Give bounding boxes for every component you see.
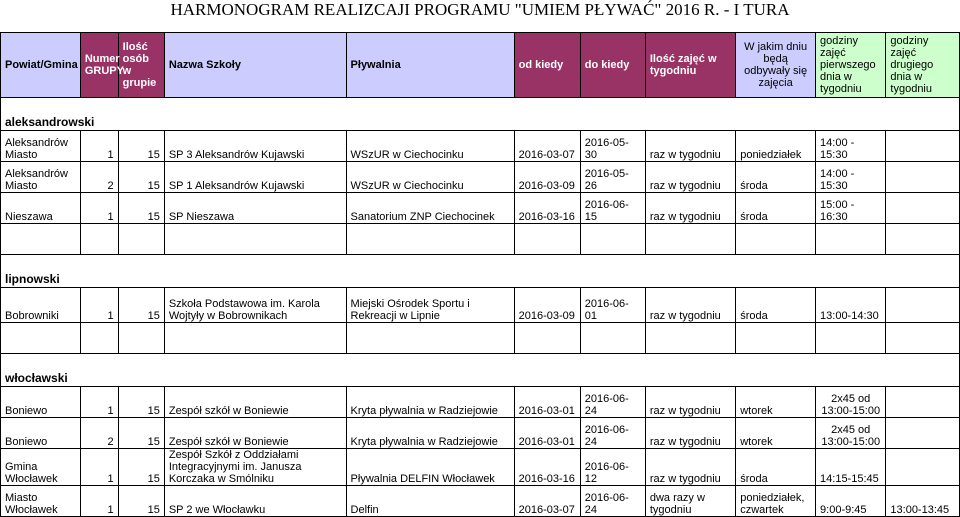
cell-osob: 15 (118, 288, 164, 323)
cell-do: 2016-06-24 (580, 387, 645, 418)
cell-gmina: Boniewo (1, 418, 81, 449)
cell-gmina: Nieszawa (1, 193, 81, 224)
section-label: aleksandrowski (1, 98, 960, 131)
table-row (1, 449, 960, 486)
cell-ile: raz w tygodniu (645, 131, 735, 162)
cell-osob: 15 (118, 193, 164, 224)
cell-ile: raz w tygodniu (645, 449, 735, 486)
header-row (1, 33, 960, 98)
cell-szkola: SP 3 Aleksandrów Kujawski (164, 131, 346, 162)
cell-do: 2016-06-15 (580, 193, 645, 224)
table-row (1, 418, 960, 449)
cell-gmina: Bobrowniki (1, 288, 81, 323)
header-od-kiedy: od kiedy (514, 33, 580, 98)
cell-ile: raz w tygodniu (645, 288, 735, 323)
cell-dzien: środa (736, 193, 816, 224)
cell-dzien: poniedziałek, czwartek (736, 486, 816, 517)
cell-nr: 2 (80, 418, 118, 449)
cell-g1: 15:00 - 16:30 (816, 193, 886, 224)
blank-row (1, 323, 960, 354)
cell-do: 2016-05-30 (580, 131, 645, 162)
document-title: HARMONOGRAM REALIZCAJI PROGRAMU "UMIEM PŁYWAĆ" 2016 R. - I TURA (170, 0, 790, 19)
table-row (1, 387, 960, 418)
cell-g2: 13:00-13:45 (886, 486, 960, 517)
cell-ile: raz w tygodniu (645, 193, 735, 224)
section-row (1, 255, 960, 288)
cell-ile: raz w tygodniu (645, 418, 735, 449)
cell-do: 2016-06-12 (580, 449, 645, 486)
cell-plywalnia: Miejski Ośrodek Sportu i Rekreacji w Lipnie (346, 288, 514, 323)
cell-nr: 1 (80, 193, 118, 224)
cell-gmina: Aleksandrów Miasto (1, 162, 81, 193)
table-row (1, 193, 960, 224)
cell-gmina: Boniewo (1, 387, 81, 418)
cell-osob: 15 (118, 162, 164, 193)
header-godz1: godziny zajęć pierwszego dnia w tygodniu (816, 33, 886, 98)
cell-plywalnia: Pływalnia DELFIN Włocławek (346, 449, 514, 486)
cell-od: 2016-03-16 (514, 193, 580, 224)
cell-szkola: SP 2 we Włocławku (164, 486, 346, 517)
cell-dzien: środa (736, 449, 816, 486)
cell-osob: 15 (118, 418, 164, 449)
cell-od: 2016-03-01 (514, 387, 580, 418)
cell-osob: 15 (118, 449, 164, 486)
cell-g1: 2x45 od 13:00-15:00 (816, 387, 886, 418)
cell-szkola: SP Nieszawa (164, 193, 346, 224)
cell-g2 (886, 418, 960, 449)
cell-gmina: Gmina Włocławek (1, 449, 81, 486)
cell-szkola: Zespół szkół w Boniewie (164, 418, 346, 449)
cell-g1: 14:15-15:45 (816, 449, 886, 486)
cell-g2 (886, 162, 960, 193)
section-row (1, 354, 960, 387)
cell-plywalnia: WSzUR w Ciechocinku (346, 131, 514, 162)
cell-g2 (886, 288, 960, 323)
cell-g1: 13:00-14:30 (816, 288, 886, 323)
cell-gmina: Aleksandrów Miasto (1, 131, 81, 162)
cell-g1: 9:00-9:45 (816, 486, 886, 517)
cell-osob: 15 (118, 131, 164, 162)
cell-plywalnia: Kryta pływalnia w Radziejowie (346, 387, 514, 418)
cell-dzien: poniedziałek (736, 131, 816, 162)
cell-do: 2016-06-01 (580, 288, 645, 323)
cell-g1: 2x45 od 13:00-15:00 (816, 418, 886, 449)
cell-g2 (886, 387, 960, 418)
header-szkola: Nazwa Szkoły (164, 33, 346, 98)
cell-plywalnia: WSzUR w Ciechocinku (346, 162, 514, 193)
cell-nr: 1 (80, 486, 118, 517)
cell-g1: 14:00 - 15:30 (816, 162, 886, 193)
cell-dzien: wtorek (736, 418, 816, 449)
cell-plywalnia: Kryta pływalnia w Radziejowie (346, 418, 514, 449)
cell-szkola: SP 1 Aleksandrów Kujawski (164, 162, 346, 193)
table-row (1, 131, 960, 162)
header-ilosc-osob: Ilość osób w grupie (118, 33, 164, 98)
cell-dzien: środa (736, 162, 816, 193)
cell-dzien: wtorek (736, 387, 816, 418)
cell-nr: 2 (80, 162, 118, 193)
header-do-kiedy: do kiedy (580, 33, 645, 98)
header-powiat: Powiat/Gmina (1, 33, 81, 98)
cell-g1: 14:00 - 15:30 (816, 131, 886, 162)
cell-ile: dwa razy w tygodniu (645, 486, 735, 517)
header-ilosc-zajec: Ilość zajęć w tygodniu (645, 33, 735, 98)
cell-szkola: Zespół Szkół z Oddziałami Integracyjnymi im. Janusza Korczaka w Smólniku (164, 449, 346, 486)
cell-do: 2016-05-26 (580, 162, 645, 193)
cell-g2 (886, 449, 960, 486)
cell-osob: 15 (118, 486, 164, 517)
section-label: włocławski (1, 354, 960, 387)
cell-plywalnia: Delfin (346, 486, 514, 517)
cell-nr: 1 (80, 449, 118, 486)
blank-row (1, 224, 960, 255)
cell-ile: raz w tygodniu (645, 387, 735, 418)
cell-nr: 1 (80, 288, 118, 323)
header-godz2: godziny zajęć drugiego dnia w tygodniu (886, 33, 960, 98)
section-label: lipnowski (1, 255, 960, 288)
table-row (1, 288, 960, 323)
cell-od: 2016-03-16 (514, 449, 580, 486)
cell-dzien: środa (736, 288, 816, 323)
cell-gmina: Miasto Włocławek (1, 486, 81, 517)
cell-g2 (886, 131, 960, 162)
cell-osob: 15 (118, 387, 164, 418)
cell-szkola: Szkoła Podstawowa im. Karola Wojtyły w Bobrownikach (164, 288, 346, 323)
table-row (1, 162, 960, 193)
cell-od: 2016-03-09 (514, 288, 580, 323)
section-row (1, 98, 960, 131)
cell-plywalnia: Sanatorium ZNP Ciechocinek (346, 193, 514, 224)
cell-do: 2016-06-24 (580, 486, 645, 517)
table-row (1, 486, 960, 517)
cell-nr: 1 (80, 131, 118, 162)
cell-od: 2016-03-07 (514, 131, 580, 162)
cell-od: 2016-03-01 (514, 418, 580, 449)
cell-g2 (886, 193, 960, 224)
cell-szkola: Zespół szkół w Boniewie (164, 387, 346, 418)
header-numer: Numer GRUPY (80, 33, 118, 98)
cell-od: 2016-03-07 (514, 486, 580, 517)
schedule-table (0, 32, 960, 517)
cell-nr: 1 (80, 387, 118, 418)
cell-od: 2016-03-09 (514, 162, 580, 193)
cell-do: 2016-06-24 (580, 418, 645, 449)
cell-ile: raz w tygodniu (645, 162, 735, 193)
header-dni: W jakim dniu będą odbywały się zajęcia (736, 33, 816, 98)
header-plywalnia: Pływalnia (346, 33, 514, 98)
